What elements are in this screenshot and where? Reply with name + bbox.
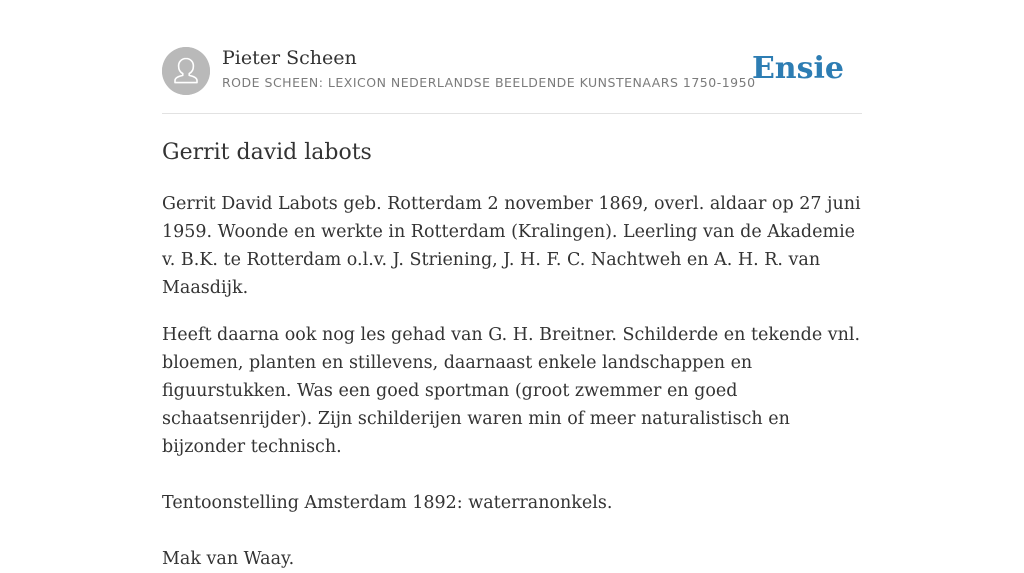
ensie-logo[interactable]: Ensie	[751, 51, 844, 86]
author-name[interactable]: Pieter Scheen	[222, 47, 357, 69]
paragraph-reference: Mak van Waay.	[162, 549, 295, 569]
article-header	[162, 0, 862, 114]
paragraph-exhibition: Tentoonstelling Amsterdam 1892: waterranonkels.	[162, 493, 613, 513]
source-title[interactable]: RODE SCHEEN: LEXICON NEDERLANDSE BEELDENDE KUNSTENAARS 1750-1950	[222, 75, 756, 90]
article-body	[162, 190, 862, 573]
user-icon	[162, 47, 210, 95]
article-title: Gerrit david labots	[162, 140, 372, 165]
paragraph-career: Heeft daarna ook nog les gehad van G. H. Breitner. Schilderde en tekende vnl. bloemen, planten en stillevens, daarnaast enkele landschappen en figuurstukken. Was een goed sportman (groot zwemmer en goed schaatsenrijder). Zijn schilderijen waren min of meer naturalistisch en bijzonder technisch.	[162, 325, 861, 457]
content	[162, 0, 862, 569]
avatar[interactable]	[162, 47, 210, 95]
paragraph-biography: Gerrit David Labots geb. Rotterdam 2 november 1869, overl. aldaar op 27 juni 1959. Woonde en werkte in Rotterdam (Kralingen). Leerling van de Akademie v. B.K. te Rotterdam o.l.v. J. Striening, J. H. F. C. Nachtweh en A. H. R. van Maasdijk.	[162, 194, 861, 298]
